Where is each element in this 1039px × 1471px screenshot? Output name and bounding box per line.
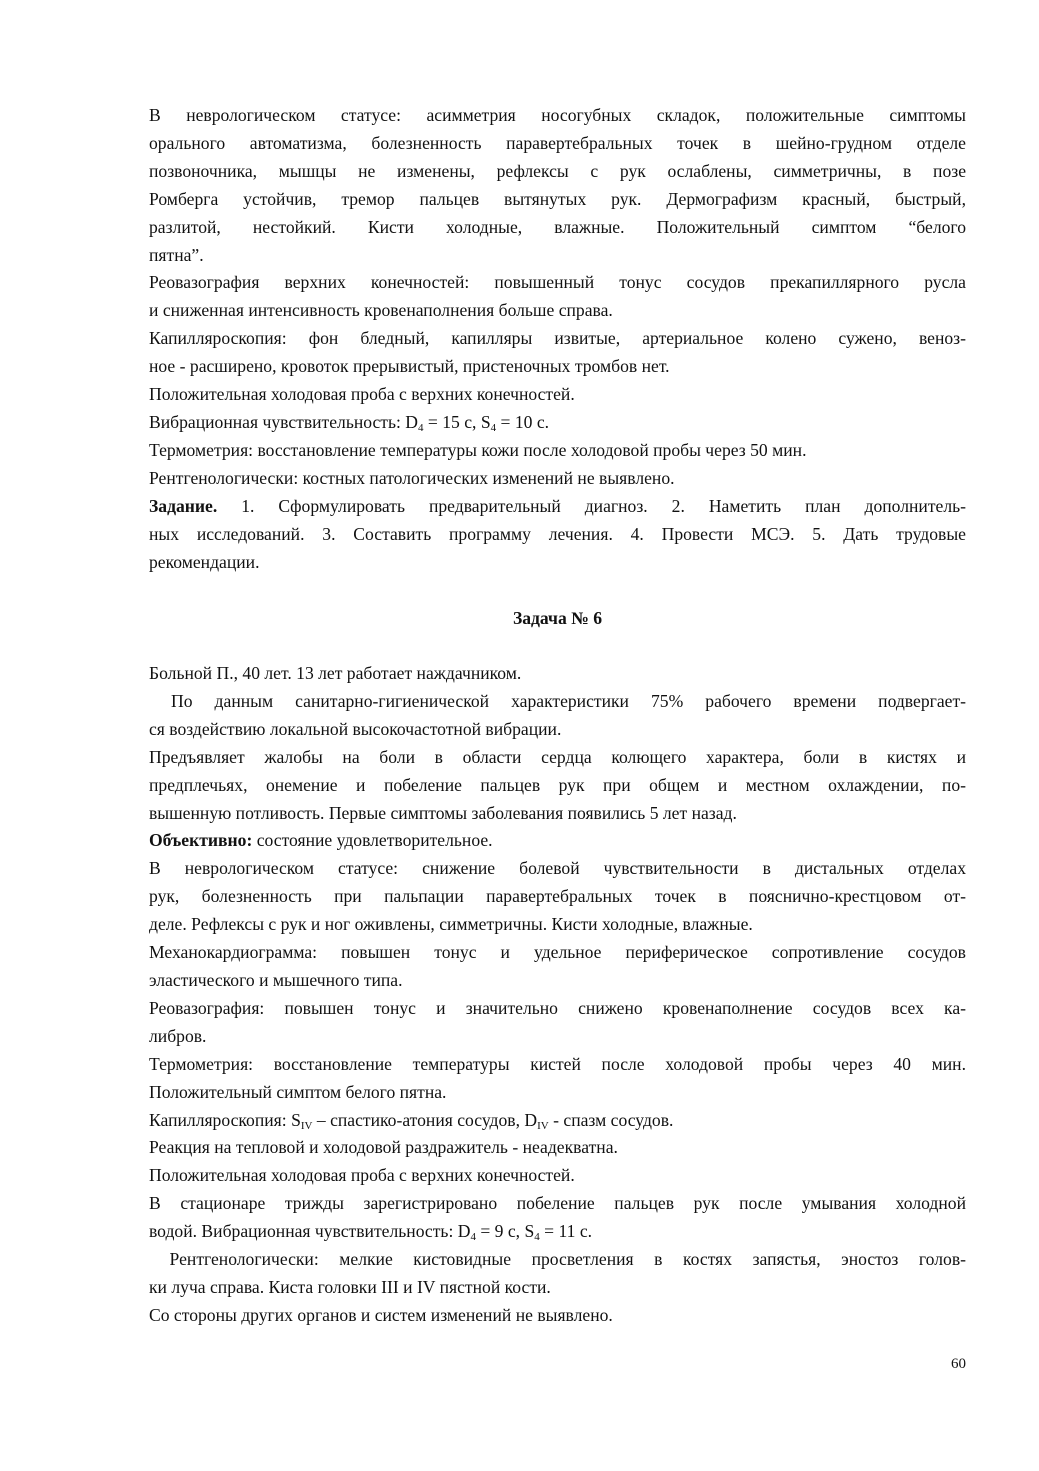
text-line: Больной П., 40 лет. 13 лет работает наждачником. (149, 663, 522, 683)
text-line: В неврологическом статусе: снижение болевой чувствительности в дистальных отделах (149, 858, 966, 879)
assignment-label: Задание. (149, 495, 218, 516)
text-line: Реовазография: повышен тонус и значительно снижено кровенаполнение сосудов всех ка- (149, 997, 966, 1018)
text-line: Капилляроскопия: фон бледный, капилляры извитые, артериальное колено сужено, веноз- (149, 328, 966, 349)
text-line: ки луча справа. Киста головки III и IV пястной кости. (149, 1276, 551, 1297)
text-line: Рентгенологически: мелкие кистовидные просветления в костях запястья, эностоз голов- (149, 1249, 966, 1270)
assignment-line: Задание. 1. Сформулировать предварительный диагноз. 2. Наметить план дополнитель- (149, 495, 966, 516)
text-line: либров. (149, 1025, 207, 1046)
text-line: Положительная холодовая проба с верхних конечностей. (149, 1165, 575, 1186)
case-continuation-section (149, 102, 966, 576)
text-line: Ромберга устойчив, тремор пальцев вытянутых рук. Дермографизм красный, быстрый, (149, 188, 966, 209)
text-line: позвоночника, мышцы не изменены, рефлексы с рук ослаблены, симметричны, в позе (149, 160, 966, 181)
text-line: рук, болезненность при пальпации паравертебральных точек в пояснично-крестцовом от- (149, 886, 966, 907)
text-line: Термометрия: восстановление температуры кожи после холодовой пробы через 50 мин. (149, 439, 807, 460)
text-line: орального автоматизма, болезненность паравертебральных точек в шейно-грудном отделе (149, 132, 966, 153)
text-line: вышенную потливость. Первые симптомы заболевания появились 5 лет назад. (149, 802, 737, 823)
text-line: деле. Рефлексы с рук и ног оживлены, симметричны. Кисти холодные, влажные. (149, 914, 753, 935)
text-line: По данным санитарно-гигиенической характеристики 75% рабочего времени подвергает- (149, 690, 966, 711)
text-line: Предъявляет жалобы на боли в области сердца колющего характера, боли в кистях и (149, 746, 966, 767)
text-line: Механокардиограмма: повышен тонус и удельное периферическое сопротивление сосудов (149, 942, 966, 963)
text-line: эластического и мышечного типа. (149, 969, 403, 990)
text-line: Положительная холодовая проба с верхних конечностей. (149, 384, 575, 405)
vibration-sensitivity-line: Вибрационная чувствительность: $D_4 = 15$ с, $S_4 = 10$ с. (149, 411, 550, 434)
text-line: Положительный симптом белого пятна. (149, 1081, 447, 1102)
text-line: ся воздействию локальной высокочастотной вибрации. (149, 718, 562, 739)
vibration-sensitivity-line: водой. Вибрационная чувствительность: $D_4 = 9$ с, $S_4 = 11$ с. (149, 1221, 593, 1244)
text-line: Рентгенологически: костных патологических изменений не выявлено. (149, 467, 675, 488)
text-line: пятна”. (149, 244, 204, 265)
page-number: 60 (951, 1356, 966, 1372)
capillaroscopy-line: Капилляроскопия: $S_{IV}$ – спастико-атония сосудов, $D_{IV}$ - спазм сосудов. (149, 1109, 674, 1132)
objective-label: Объективно: (149, 830, 253, 851)
text-line: Термометрия: восстановление температуры кистей после холодовой пробы через 40 мин. (149, 1053, 966, 1074)
text-line: В стационаре трижды зарегистрировано побеление пальцев рук после умывания холодной (149, 1193, 966, 1214)
text-line: рекомендации. (149, 551, 260, 572)
task-heading: Задача № 6 (512, 608, 603, 628)
text-line: разлитой, нестойкий. Кисти холодные, влажные. Положительный симптом “белого (149, 216, 966, 237)
text-line: предплечьях, онемение и побеление пальцев рук при общем и местном охлаждении, по- (149, 774, 966, 795)
objective-line: Объективно: состояние удовлетворительное. (149, 830, 493, 851)
text-line: ных исследований. 3. Составить программу лечения. 4. Провести МСЭ. 5. Дать трудовые (149, 523, 966, 544)
text-line: Реакция на тепловой и холодовой раздражитель - неадекватна. (149, 1137, 618, 1158)
text-line: В неврологическом статусе: асимметрия носогубных складок, положительные симптомы (149, 105, 966, 125)
text-line: Реовазография верхних конечностей: повышенный тонус сосудов прекапиллярного русла (149, 272, 966, 293)
text-line: и сниженная интенсивность кровенаполнения больше справа. (149, 300, 613, 321)
task-6-section (149, 660, 966, 1330)
text-line: ное - расширено, кровоток прерывистый, пристеночных тромбов нет. (149, 356, 670, 377)
text-line: Со стороны других органов и систем изменений не выявлено. (149, 1304, 613, 1325)
